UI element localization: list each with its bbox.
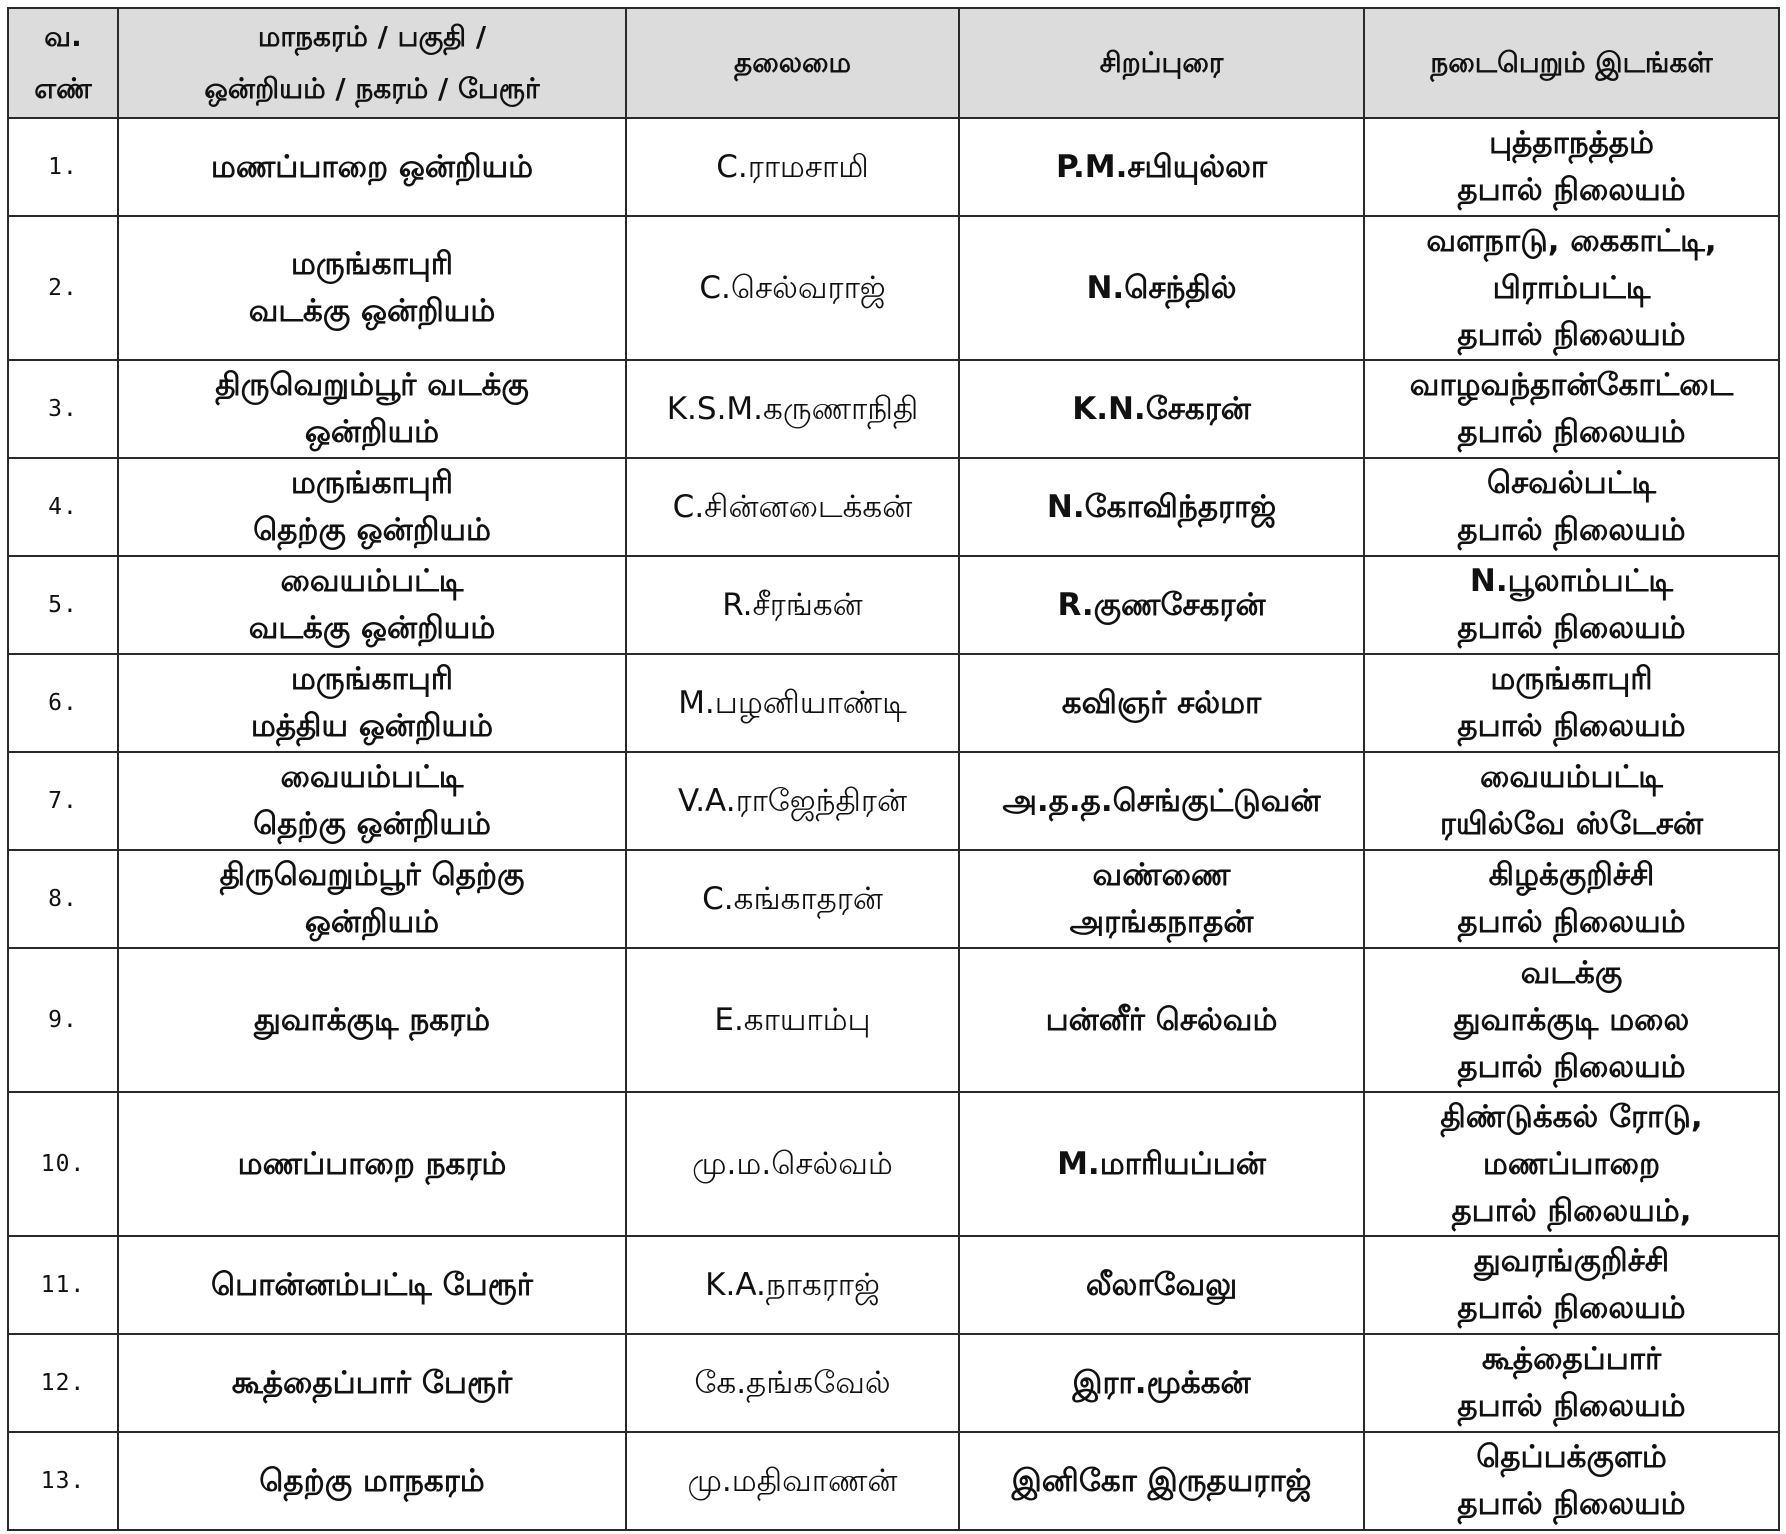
- guest-line: அ.த.த.செங்குட்டுவன்: [1002, 782, 1321, 819]
- table-row: [8, 1092, 1779, 1236]
- area-cell: [118, 556, 626, 654]
- area-line: துவாக்குடி நகரம்: [253, 1001, 491, 1038]
- serial-number-cell: 1.: [8, 118, 118, 216]
- special-address-cell: [959, 850, 1364, 948]
- venue-line: துவாக்குடி மலை: [1453, 1001, 1690, 1038]
- area-line: வையம்பட்டி: [280, 563, 464, 599]
- chair-cell: C.சின்னடைக்கன்: [626, 458, 959, 556]
- table-row: [8, 458, 1779, 556]
- area-cell: [118, 1334, 626, 1432]
- area-cell: [118, 654, 626, 752]
- table-row: [8, 948, 1779, 1092]
- table-row: [8, 1432, 1779, 1530]
- venue-line: திண்டுக்கல் ரோடு,: [1440, 1098, 1703, 1135]
- area-cell: [118, 948, 626, 1092]
- guest-line: P.M.சபியுல்லா: [1055, 148, 1268, 185]
- guest-line: இனிகோ இருதயராஜ்: [1011, 1462, 1312, 1499]
- serial-number-cell: 8.: [8, 850, 118, 948]
- venue-line: வாழவந்தான்கோட்டை: [1409, 367, 1734, 403]
- venue-line: வளநாடு, கைகாட்டி,: [1426, 222, 1717, 259]
- table-row: [8, 654, 1779, 752]
- venue-cell: [1364, 1334, 1779, 1432]
- serial-number-cell: 4.: [8, 458, 118, 556]
- area-cell: [118, 216, 626, 360]
- guest-line: பன்னீர் செல்வம்: [1045, 1001, 1278, 1038]
- guest-line: K.N.சேகரன்: [1072, 390, 1251, 427]
- table-row: [8, 360, 1779, 458]
- venue-line: தபால் நிலையம்: [1457, 1388, 1686, 1424]
- area-cell: [118, 1092, 626, 1236]
- area-cell: [118, 360, 626, 458]
- header-special-address: சிறப்புரை: [959, 8, 1364, 118]
- special-address-cell: [959, 556, 1364, 654]
- area-cell: [118, 1236, 626, 1334]
- area-line: பொன்னம்பட்டி பேரூர்: [210, 1266, 533, 1303]
- venue-line: துவரங்குறிச்சி: [1473, 1243, 1670, 1279]
- guest-line: N.செந்தில்: [1086, 269, 1237, 306]
- venue-cell: [1364, 948, 1779, 1092]
- guest-line: அரங்கநாதன்: [1069, 904, 1254, 940]
- serial-number-cell: 12.: [8, 1334, 118, 1432]
- chair-cell: C.ராமசாமி: [626, 118, 959, 216]
- area-line: மருங்காபுரி: [290, 465, 454, 501]
- area-line: ஒன்றியம்: [304, 414, 440, 450]
- venue-line: தபால் நிலையம்: [1457, 1048, 1686, 1085]
- serial-number-cell: 6.: [8, 654, 118, 752]
- venue-cell: [1364, 458, 1779, 556]
- venue-line: மணப்பாறை: [1482, 1145, 1661, 1182]
- serial-number-cell: 11.: [8, 1236, 118, 1334]
- area-line: திருவெறும்பூர் வடக்கு: [215, 367, 529, 403]
- guest-line: கவிஞர் சல்மா: [1061, 684, 1262, 721]
- chair-cell: மு.மதிவாணன்: [626, 1432, 959, 1530]
- special-address-cell: [959, 360, 1364, 458]
- special-address-cell: [959, 118, 1364, 216]
- venue-line: தெப்பக்குளம்: [1476, 1439, 1667, 1475]
- venue-line: கிழக்குறிச்சி: [1488, 857, 1655, 893]
- venue-cell: [1364, 752, 1779, 850]
- special-address-cell: [959, 1092, 1364, 1236]
- document-page: [7, 7, 1778, 1531]
- venue-cell: [1364, 654, 1779, 752]
- guest-line: N.கோவிந்தராஜ்: [1046, 488, 1277, 525]
- chair-cell: மு.ம.செல்வம்: [626, 1092, 959, 1236]
- venue-cell: [1364, 118, 1779, 216]
- chair-cell: C.செல்வராஜ்: [626, 216, 959, 360]
- area-line: மருங்காபுரி: [290, 661, 454, 697]
- header-venue: நடைபெறும் இடங்கள்: [1364, 8, 1779, 118]
- chair-cell: R.சீரங்கன்: [626, 556, 959, 654]
- venue-cell: [1364, 1236, 1779, 1334]
- venue-line: வடக்கு: [1520, 954, 1623, 991]
- special-address-cell: [959, 1334, 1364, 1432]
- venue-cell: [1364, 216, 1779, 360]
- serial-number-cell: 3.: [8, 360, 118, 458]
- chair-cell: E.காயாம்பு: [626, 948, 959, 1092]
- serial-number-cell: 2.: [8, 216, 118, 360]
- venue-cell: [1364, 850, 1779, 948]
- guest-line: வண்ணை: [1092, 857, 1231, 893]
- venue-cell: [1364, 1092, 1779, 1236]
- schedule-table: [7, 7, 1780, 1531]
- serial-number-cell: 9.: [8, 948, 118, 1092]
- serial-number-cell: 10.: [8, 1092, 118, 1236]
- header-chair: தலைமை: [626, 8, 959, 118]
- venue-line: கூத்தைப்பார்: [1481, 1341, 1662, 1377]
- area-line: வையம்பட்டி: [280, 759, 464, 795]
- table-row: [8, 752, 1779, 850]
- venue-line: தபால் நிலையம்: [1457, 172, 1686, 208]
- chair-cell: M.பழனியாண்டி: [626, 654, 959, 752]
- venue-line: தபால் நிலையம்,: [1451, 1192, 1692, 1229]
- venue-line: செவல்பட்டி: [1486, 465, 1657, 501]
- table-row: [8, 1334, 1779, 1432]
- area-line: மணப்பாறை ஒன்றியம்: [210, 148, 534, 185]
- area-line: மணப்பாறை நகரம்: [237, 1145, 507, 1182]
- table-row: [8, 556, 1779, 654]
- header-row: [8, 8, 1779, 118]
- special-address-cell: [959, 752, 1364, 850]
- special-address-cell: [959, 1432, 1364, 1530]
- area-line: தெற்கு ஒன்றியம்: [253, 806, 491, 842]
- header-serial-number: வ. எண்: [8, 8, 118, 118]
- venue-line: மருங்காபுரி: [1490, 661, 1653, 697]
- serial-number-cell: 7.: [8, 752, 118, 850]
- table-row: [8, 1236, 1779, 1334]
- area-line: மருங்காபுரி: [290, 246, 454, 282]
- venue-line: தபால் நிலையம்: [1457, 512, 1686, 548]
- area-line: ஒன்றியம்: [304, 904, 440, 940]
- special-address-cell: [959, 1236, 1364, 1334]
- venue-line: தபால் நிலையம்: [1457, 1290, 1686, 1326]
- venue-line: தபால் நிலையம்: [1457, 1486, 1686, 1522]
- table-row: [8, 850, 1779, 948]
- venue-line: வையம்பட்டி: [1480, 759, 1663, 795]
- guest-line: M.மாரியப்பன்: [1057, 1145, 1266, 1182]
- venue-line: N.பூலாம்பட்டி: [1469, 563, 1674, 599]
- chair-cell: கே.தங்கவேல்: [626, 1334, 959, 1432]
- venue-cell: [1364, 360, 1779, 458]
- venue-line: தபால் நிலையம்: [1457, 414, 1686, 450]
- venue-line: தபால் நிலையம்: [1457, 316, 1686, 353]
- area-line: கூத்தைப்பார் பேரூர்: [231, 1364, 513, 1401]
- area-cell: [118, 850, 626, 948]
- area-line: தெற்கு ஒன்றியம்: [253, 512, 491, 548]
- venue-line: புத்தாநத்தம்: [1489, 125, 1654, 161]
- area-line: திருவெறும்பூர் தெற்கு: [219, 857, 525, 893]
- area-line: வடக்கு ஒன்றியம்: [248, 293, 496, 329]
- guest-line: R.குணசேகரன்: [1057, 586, 1266, 623]
- area-cell: [118, 1432, 626, 1530]
- area-line: மத்திய ஒன்றியம்: [250, 708, 494, 744]
- area-cell: [118, 752, 626, 850]
- venue-cell: [1364, 556, 1779, 654]
- chair-cell: K.A.நாகராஜ்: [626, 1236, 959, 1334]
- venue-line: தபால் நிலையம்: [1457, 610, 1686, 646]
- serial-number-cell: 13.: [8, 1432, 118, 1530]
- venue-line: தபால் நிலையம்: [1457, 904, 1686, 940]
- area-cell: [118, 118, 626, 216]
- area-line: தெற்கு மாநகரம்: [259, 1462, 485, 1499]
- chair-cell: C.கங்காதரன்: [626, 850, 959, 948]
- table-row: [8, 118, 1779, 216]
- chair-cell: V.A.ராஜேந்திரன்: [626, 752, 959, 850]
- table-row: [8, 216, 1779, 360]
- venue-line: தபால் நிலையம்: [1457, 708, 1686, 744]
- chair-cell: K.S.M.கருணாநிதி: [626, 360, 959, 458]
- venue-cell: [1364, 1432, 1779, 1530]
- special-address-cell: [959, 948, 1364, 1092]
- header-area: மாநகரம் / பகுதி / ஒன்றியம் / நகரம் / பேரூர்: [118, 8, 626, 118]
- venue-line: ரயில்வே ஸ்டேசன்: [1439, 806, 1704, 842]
- venue-line: பிராம்பட்டி: [1492, 269, 1651, 306]
- special-address-cell: [959, 654, 1364, 752]
- special-address-cell: [959, 458, 1364, 556]
- guest-line: இரா.மூக்கன்: [1072, 1364, 1251, 1401]
- guest-line: லீலாவேலு: [1085, 1266, 1238, 1303]
- special-address-cell: [959, 216, 1364, 360]
- area-line: வடக்கு ஒன்றியம்: [248, 610, 496, 646]
- serial-number-cell: 5.: [8, 556, 118, 654]
- area-cell: [118, 458, 626, 556]
